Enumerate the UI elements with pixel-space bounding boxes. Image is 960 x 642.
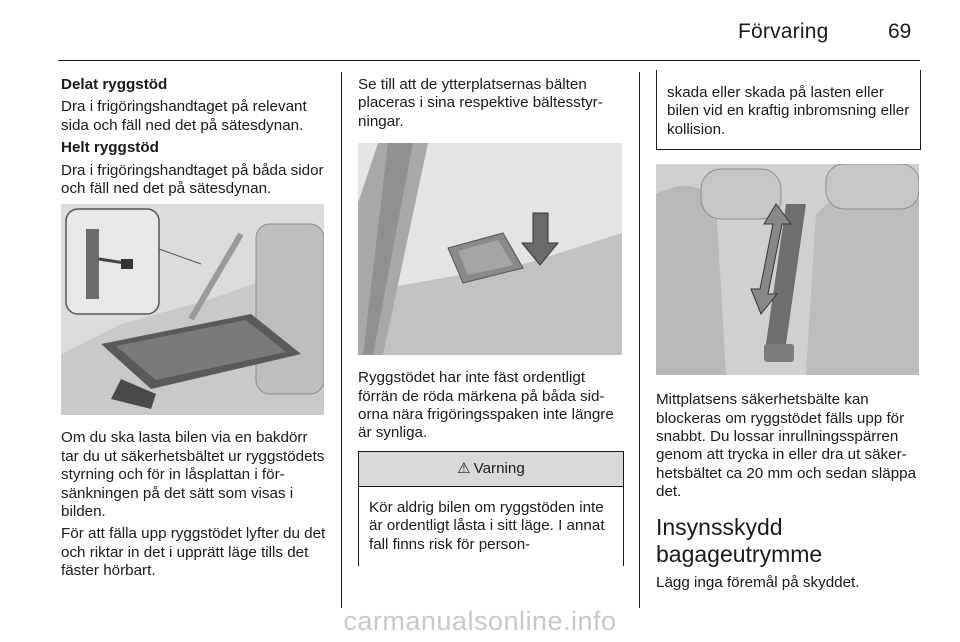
column-divider-1 [341,72,342,608]
paragraph-split-backrest: Dra i frigöringshandtaget på relevant sida och fäll ned det på sätesdynan. [61,98,307,134]
paragraph-raise-backrest: För att fälla upp ryggstödet lyfter du det och riktar in det i upprätt läge tills det fäster hörbart. [61,525,326,580]
watermark: carmanualsonline.info [343,606,617,636]
warning-box-continued [656,70,921,150]
header-divider [58,60,920,61]
warning-label: Varning [473,459,525,477]
figure-center-belt [656,164,919,375]
paragraph-center-belt: Mittplatsens säkerhetsbälte kan blockeras om ryggstödet fälls upp för snabbt. Du lossar inrullningsspärren genom att trycka in eller dra ut säkerhetsbältet ca 20 mm och sedan släppa det. [656,391,917,501]
heading-split-backrest: Delat ryggstöd [61,76,168,93]
column-2 [358,76,624,566]
page-number: 69 [888,20,912,43]
section-title-cargo-cover: Insynsskydd bagageutrymme [656,513,823,567]
paragraph-cargo-cover: Lägg inga föremål på skyddet. [656,573,860,591]
paragraph-full-backrest: Dra i frigöringshandtaget på båda sidor och fäll ned det på sätesdynan. [61,161,324,198]
warning-box [358,451,624,566]
column-3 [656,70,921,596]
figure-folded-seat [61,204,324,415]
paragraph-rear-door-loading: Om du ska lasta bilen via en bakdörr tar du ut säkerhetsbältet ur ryggstödets styrning och för in låsplattan i försänkningen på det sätt som visas i bilden. [61,429,325,521]
page-header-title: Förvaring [738,20,829,43]
column-divider-2 [639,72,640,608]
heading-full-backrest: Helt ryggstöd [61,139,159,157]
warning-header [359,452,623,487]
figure-belt-guide [358,143,622,355]
paragraph-belt-guides: Se till att de ytterplatsernas bälten placeras i sina respektive bältesstyrningar. [358,76,603,130]
warning-text-continued: skada eller skada på lasten eller bilen vid en kraftig inbromsning eller kollision. [667,84,910,138]
warning-triangle-icon: ⚠ [457,459,471,477]
paragraph-red-markers: Ryggstödet har inte fäst ordentligt förrän de röda märkena på båda sidorna nära frigöringsspaken inte längre är synliga. [358,369,614,442]
column-1 [61,76,326,585]
warning-text: Kör aldrig bilen om ryggstöden inte är ordentligt låsta i sitt läge. I annat fall finns risk för person- [369,498,605,553]
